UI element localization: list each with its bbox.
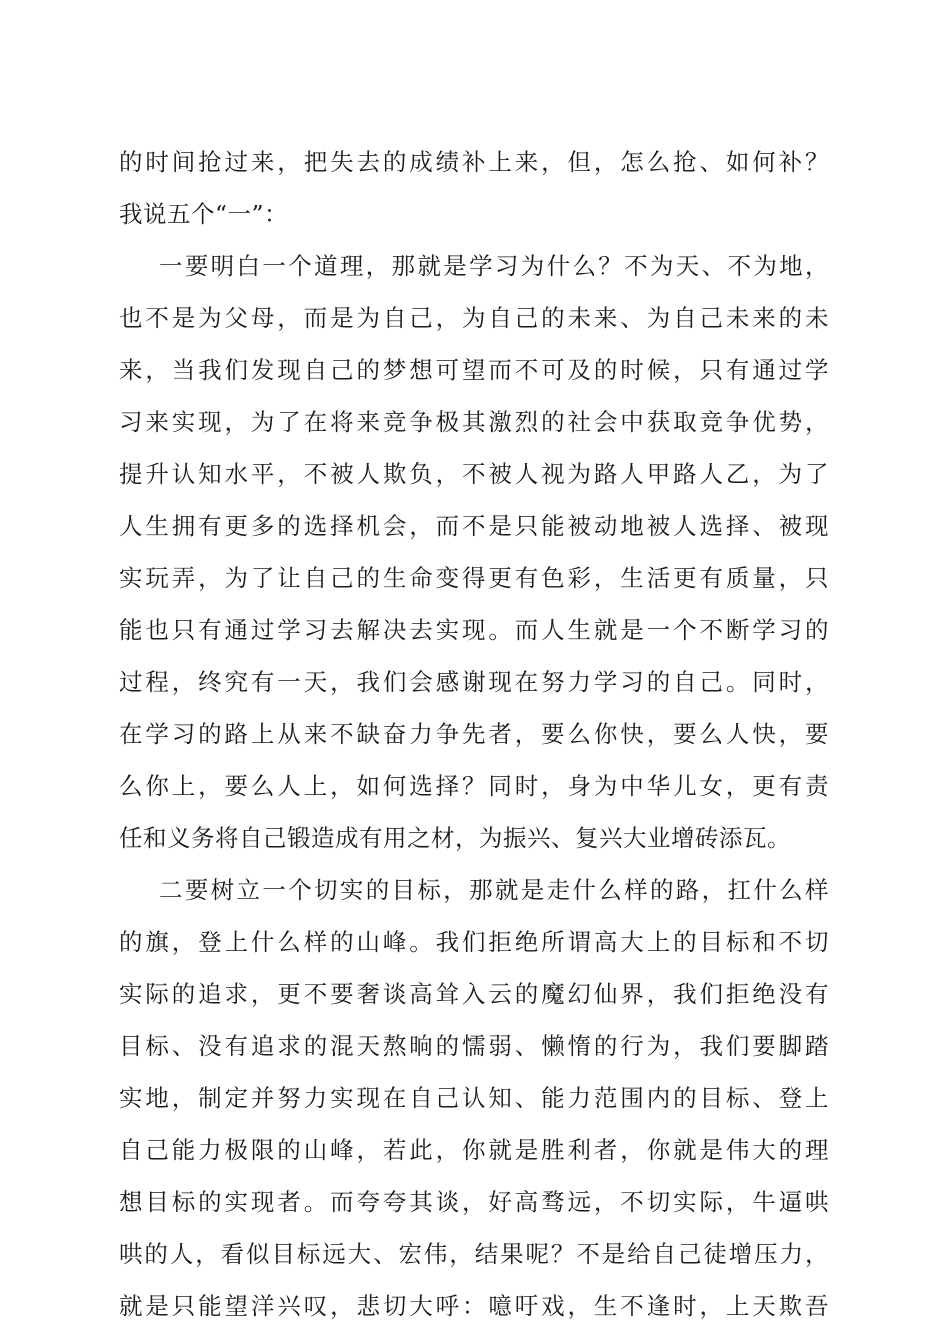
text-line: 我说五个“一”： xyxy=(119,200,289,228)
text-line: 人生拥有更多的选择机会，而不是只能被动地被人选择、被现 xyxy=(119,512,829,540)
text-line: 实地，制定并努力实现在自己认知、能力范围内的目标、登上 xyxy=(119,1084,829,1112)
body-text xyxy=(119,136,829,1332)
text-line: 过程，终究有一天，我们会感谢现在努力学习的自己。同时， xyxy=(119,668,829,696)
text-line: 在学习的路上从来不缺奋力争先者，要么你快，要么人快，要 xyxy=(119,720,829,748)
text-line: 提升认知水平，不被人欺负，不被人视为路人甲路人乙，为了 xyxy=(119,460,829,488)
paragraph-first-line: 一要明白一个道理，那就是学习为什么？不为天、不为地， xyxy=(159,252,829,280)
paragraph-first-line: 二要树立一个切实的目标，那就是走什么样的路，扛什么样 xyxy=(159,876,829,904)
text-line: 的旗，登上什么样的山峰。我们拒绝所谓高大上的目标和不切 xyxy=(119,928,829,956)
text-line: 么你上，要么人上，如何选择？同时，身为中华儿女，更有责 xyxy=(119,772,829,800)
text-line: 实际的追求，更不要奢谈高耸入云的魔幻仙界，我们拒绝没有 xyxy=(119,980,829,1008)
text-line: 习来实现，为了在将来竞争极其激烈的社会中获取竞争优势， xyxy=(119,408,829,436)
text-line: 目标、没有追求的混天熬晌的懦弱、懒惰的行为，我们要脚踏 xyxy=(119,1032,829,1060)
text-line: 的时间抢过来，把失去的成绩补上来，但，怎么抢、如何补？ xyxy=(119,148,829,176)
text-line: 也不是为父母，而是为自己，为自己的未来、为自己未来的未 xyxy=(119,304,829,332)
text-line: 能也只有通过学习去解决去实现。而人生就是一个不断学习的 xyxy=(119,616,829,644)
text-line: 哄的人，看似目标远大、宏伟，结果呢？不是给自己徒增压力， xyxy=(119,1240,829,1268)
text-line: 实玩弄，为了让自己的生命变得更有色彩，生活更有质量，只 xyxy=(119,564,829,592)
text-line: 自己能力极限的山峰，若此，你就是胜利者，你就是伟大的理 xyxy=(119,1136,829,1164)
text-line: 想目标的实现者。而夸夸其谈，好高骛远，不切实际，牛逼哄 xyxy=(119,1188,829,1216)
text-line: 任和义务将自己锻造成有用之材，为振兴、复兴大业增砖添瓦。 xyxy=(119,824,791,852)
text-line: 来，当我们发现自己的梦想可望而不可及的时候，只有通过学 xyxy=(119,356,829,384)
text-line: 就是只能望洋兴叹，悲切大呼：噫吁戏，生不逢时，上天欺吾 xyxy=(119,1292,829,1320)
